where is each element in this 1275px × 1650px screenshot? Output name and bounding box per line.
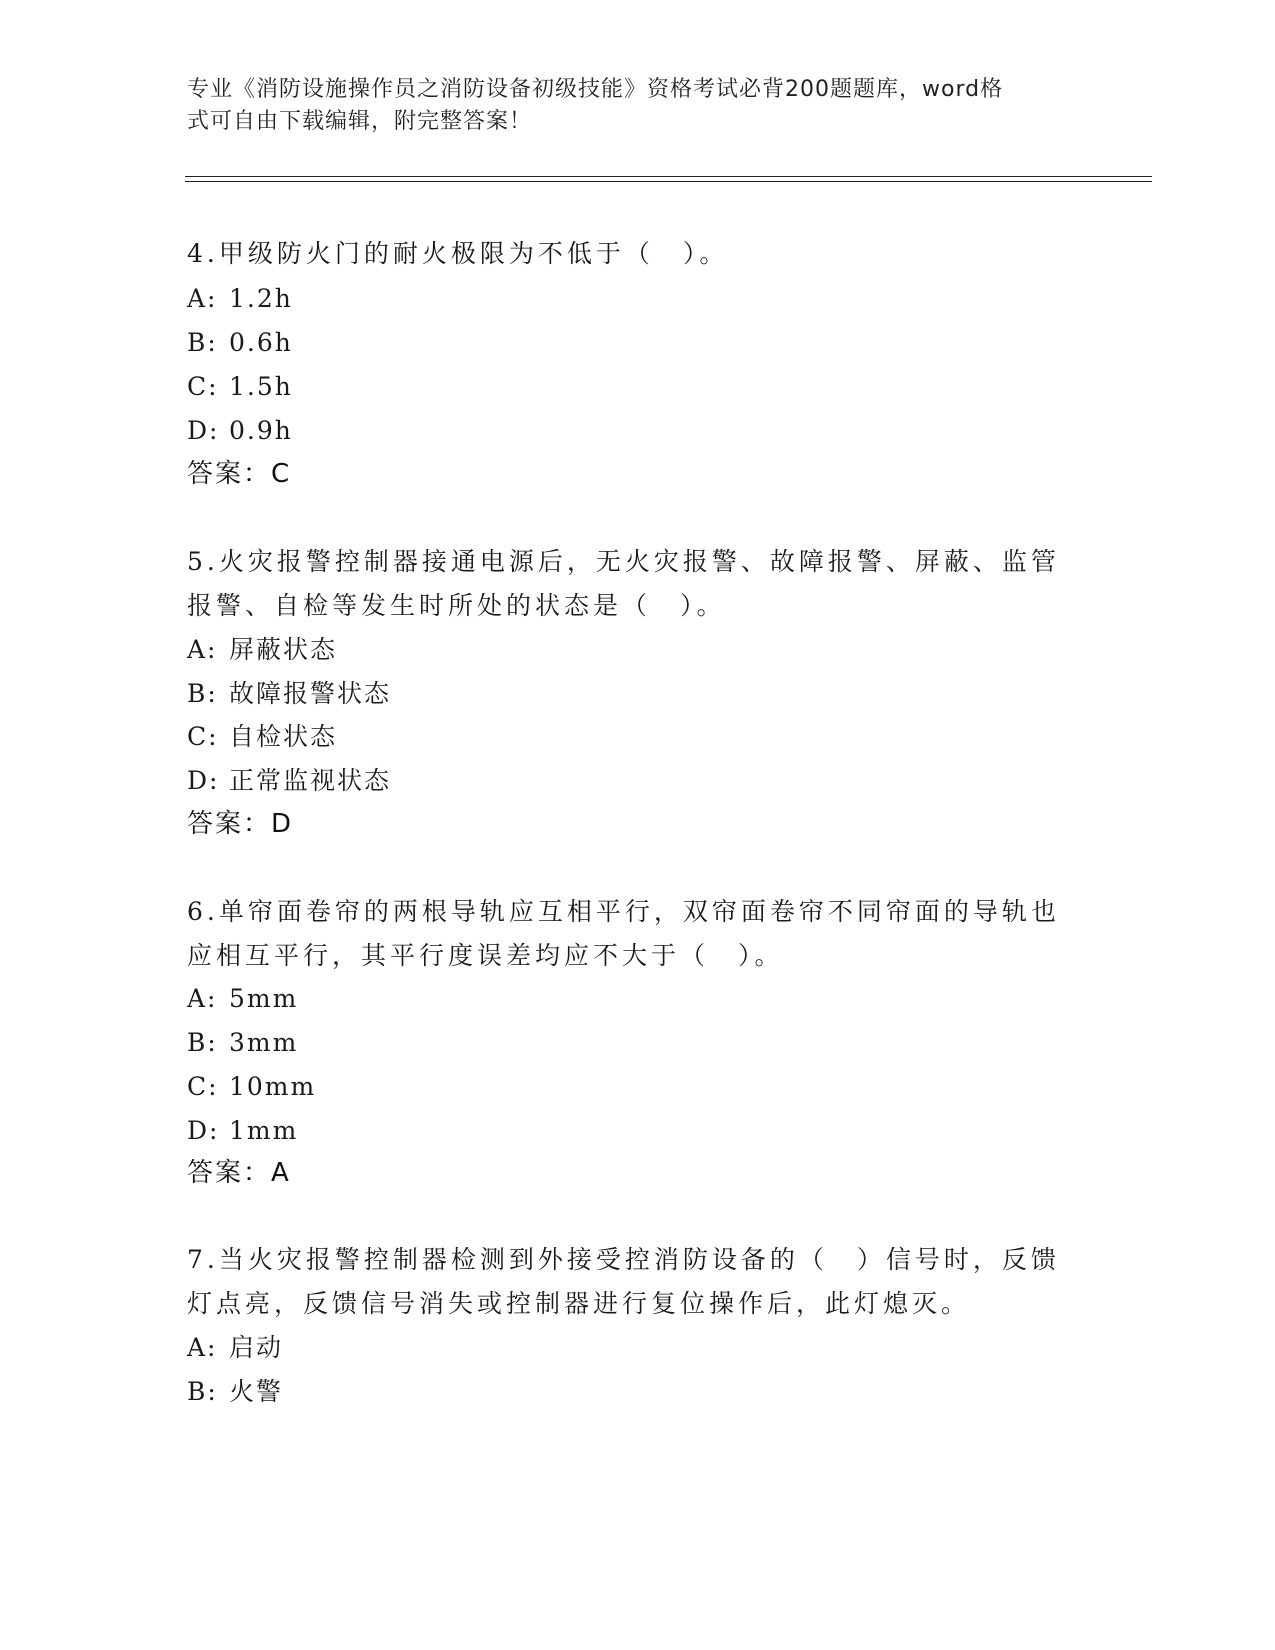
question-4-option-b: [187, 327, 293, 359]
option-letter: A:: [187, 1333, 218, 1362]
option-text: 自检状态: [229, 722, 338, 751]
header-line-1: 专业《消防设施操作员之消防设备初级技能》资格考试必背200题题库，word格: [187, 77, 1004, 102]
option-text: 0.9h: [229, 416, 293, 445]
question-4-text: 4.甲级防火门的耐火极限为不低于（ ）。: [187, 239, 729, 268]
option-text: 1mm: [229, 1116, 299, 1145]
option-text: 1.5h: [229, 372, 293, 401]
question-6-answer: 答案：A: [187, 1158, 291, 1188]
question-6-text-line-2: 应相互平行，其平行度误差均应不大于（ ）。: [187, 941, 784, 970]
option-text: 3mm: [229, 1028, 299, 1057]
option-letter: B:: [187, 679, 218, 708]
header-line-2: 式可自由下载编辑，附完整答案！: [187, 109, 533, 134]
option-letter: D:: [187, 766, 220, 795]
option-letter: D:: [187, 416, 220, 445]
option-text: 正常监视状态: [229, 766, 392, 795]
option-letter: C:: [187, 372, 219, 401]
question-4-answer: 答案：C: [187, 459, 292, 489]
option-letter: B:: [187, 1028, 218, 1057]
option-letter: C:: [187, 1072, 219, 1101]
option-text: 0.6h: [229, 328, 293, 357]
option-text: 故障报警状态: [229, 679, 392, 708]
question-4-option-d: [187, 415, 293, 447]
document-header: [187, 74, 1067, 138]
question-5-text-line-1: 5.火灾报警控制器接通电源后，无火灾报警、故障报警、屏蔽、监管: [187, 547, 1060, 576]
option-letter: C:: [187, 722, 219, 751]
question-5-option-a: [187, 634, 337, 666]
question-5-option-c: [187, 721, 337, 753]
question-5-option-d: [187, 765, 391, 797]
header-divider-top: [185, 176, 1152, 177]
question-5-answer: 答案：D: [187, 809, 294, 839]
question-7-text-line-2: 灯点亮，反馈信号消失或控制器进行复位操作后，此灯熄灭。: [187, 1289, 971, 1318]
question-6-option-a: [187, 983, 298, 1015]
option-letter: D:: [187, 1116, 220, 1145]
question-6-text-line-1: 6.单帘面卷帘的两根导轨应互相平行，双帘面卷帘不同帘面的导轨也: [187, 897, 1060, 926]
option-text: 5mm: [229, 984, 299, 1013]
option-text: 屏蔽状态: [229, 635, 338, 664]
option-letter: B:: [187, 1377, 218, 1406]
question-6-option-b: [187, 1027, 298, 1059]
option-text: 启动: [229, 1333, 284, 1362]
option-letter: B:: [187, 328, 218, 357]
question-6-option-c: [187, 1071, 316, 1103]
question-7-option-b: [187, 1376, 283, 1408]
question-5-text-line-2: 报警、自检等发生时所处的状态是（ ）。: [187, 591, 726, 620]
question-5-option-b: [187, 678, 391, 710]
option-text: 10mm: [229, 1072, 317, 1101]
option-text: 火警: [229, 1377, 284, 1406]
question-7-text-line-1: 7.当火灾报警控制器检测到外接受控消防设备的（ ）信号时，反馈: [187, 1245, 1060, 1274]
header-divider-bottom: [185, 181, 1152, 182]
question-4-option-c: [187, 371, 293, 403]
question-4-option-a: [187, 283, 293, 315]
option-letter: A:: [187, 635, 218, 664]
option-text: 1.2h: [229, 284, 293, 313]
question-7-option-a: [187, 1332, 283, 1364]
question-6-option-d: [187, 1115, 298, 1147]
option-letter: A:: [187, 284, 218, 313]
option-letter: A:: [187, 984, 218, 1013]
